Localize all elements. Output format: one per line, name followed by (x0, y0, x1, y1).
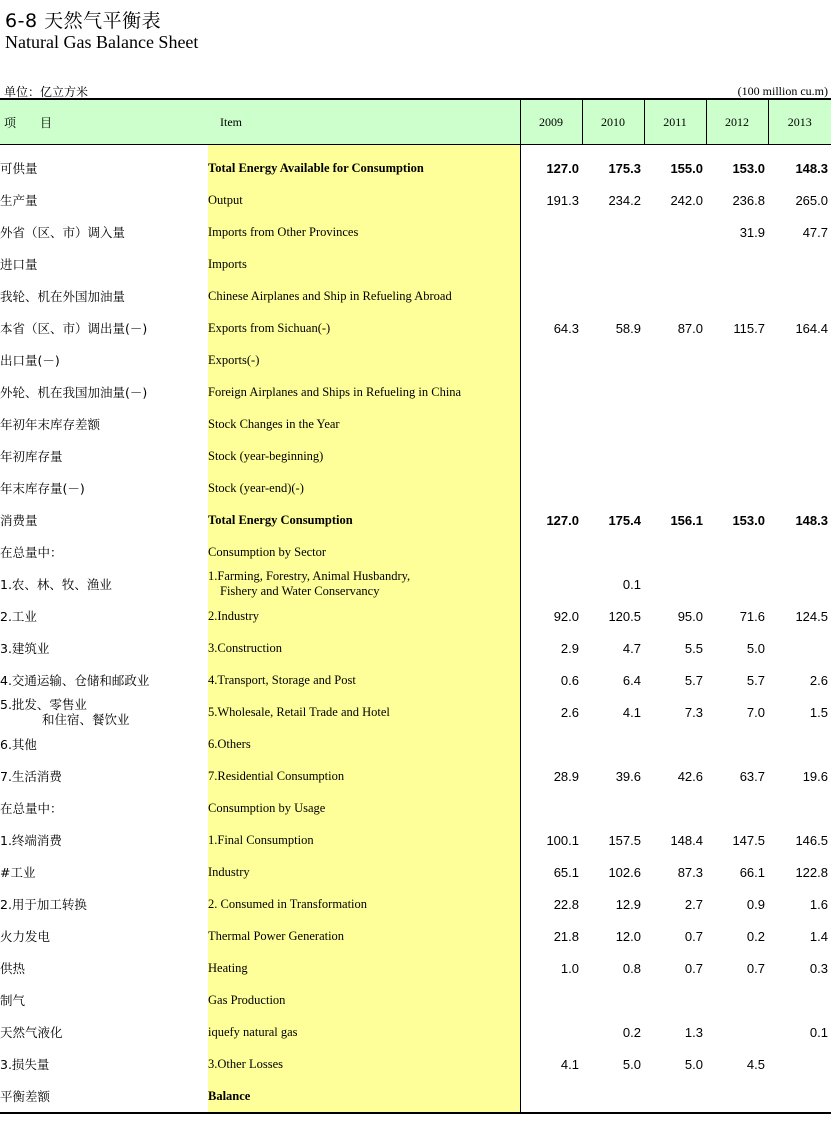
row-label-cn: 6.其他 (0, 737, 37, 752)
value-cell (706, 440, 768, 472)
row-label-en: Imports from Other Provinces (208, 216, 520, 248)
row-label-cn: 可供量 (0, 161, 38, 176)
row-label-cn: 7.生活消费 (0, 769, 62, 784)
row-label-en: 7.Residential Consumption (208, 760, 520, 792)
row-label-cn-line: 5.批发、零售业 (0, 697, 87, 712)
table-title-en: Natural Gas Balance Sheet (5, 32, 199, 52)
value-cell (644, 248, 706, 280)
row-label-cn: 在总量中： (0, 801, 63, 816)
row-label-en: Output (208, 184, 520, 216)
value-cell: 148.3 (795, 160, 828, 176)
value-cell (706, 568, 768, 600)
value-cell (520, 344, 582, 376)
value-cell (644, 728, 706, 760)
row-label-cn: 外轮、机在我国加油量(－) (0, 385, 148, 400)
value-cell: 2.6 (809, 672, 828, 688)
value-cell (768, 792, 831, 824)
value-cell (706, 1080, 768, 1113)
value-cell: 122.8 (795, 864, 828, 880)
value-cell: 31.9 (739, 224, 765, 240)
table-row (0, 1048, 831, 1080)
table-row (0, 792, 831, 824)
value-cell (706, 728, 768, 760)
value-cell: 5.7 (684, 672, 703, 688)
value-cell (706, 280, 768, 312)
value-cell (768, 568, 831, 600)
value-cell: 5.0 (684, 1056, 703, 1072)
row-label-en: Consumption by Usage (208, 792, 520, 824)
row-label-en: Imports (208, 248, 520, 280)
table-row (0, 248, 831, 280)
row-label-cn: 本省（区、市）调出量(－) (0, 321, 148, 336)
value-cell: 146.5 (795, 832, 828, 848)
table-row (0, 1080, 831, 1113)
value-cell (582, 376, 644, 408)
value-cell (768, 632, 831, 664)
value-cell: 156.1 (670, 512, 703, 528)
value-cell (706, 344, 768, 376)
value-cell: 42.6 (677, 768, 703, 784)
value-cell (582, 728, 644, 760)
value-cell (582, 248, 644, 280)
value-cell: 0.9 (746, 896, 765, 912)
row-label-en: Total Energy Available for Consumption (208, 152, 520, 184)
value-cell: 153.0 (732, 512, 765, 528)
value-cell: 124.5 (795, 608, 828, 624)
row-label-en: 6.Others (208, 728, 520, 760)
value-cell: 234.2 (608, 192, 641, 208)
value-cell (644, 1080, 706, 1113)
table-row (0, 632, 831, 664)
unit-label-cn: 单位：亿立方米 (4, 85, 89, 99)
value-cell: 2.7 (684, 896, 703, 912)
value-cell: 65.1 (553, 864, 579, 880)
table-row (0, 920, 831, 952)
value-cell: 1.0 (560, 960, 579, 976)
value-cell (582, 408, 644, 440)
value-cell (582, 344, 644, 376)
value-cell (520, 728, 582, 760)
value-cell: 153.0 (732, 160, 765, 176)
row-label-cn: #工业 (0, 865, 36, 880)
table-row (0, 696, 831, 728)
row-label-en: 4.Transport, Storage and Post (208, 664, 520, 696)
value-cell (520, 984, 582, 1016)
value-cell: 191.3 (546, 192, 579, 208)
value-cell: 22.8 (553, 896, 579, 912)
row-label-cn: 制气 (0, 993, 26, 1008)
row-label-en: Exports(-) (208, 344, 520, 376)
value-cell (768, 376, 831, 408)
value-cell: 0.1 (809, 1024, 828, 1040)
row-label-en: 2. Consumed in Transformation (208, 888, 520, 920)
row-label-cn: 外省（区、市）调入量 (0, 225, 126, 240)
row-label-en: Stock (year-end)(-) (208, 472, 520, 504)
value-cell (644, 376, 706, 408)
table-row (0, 504, 831, 536)
row-label-en-line: Fishery and Water Conservancy (220, 584, 380, 598)
table-row (0, 760, 831, 792)
value-cell: 1.5 (809, 704, 828, 720)
value-cell (582, 792, 644, 824)
row-label-cn: 出口量(－) (0, 353, 60, 368)
value-cell: 120.5 (608, 608, 641, 624)
table-row (0, 440, 831, 472)
row-label-en: Chinese Airplanes and Ship in Refueling Abroad (208, 280, 520, 312)
value-cell: 58.9 (615, 320, 641, 336)
row-label-en: 3.Other Losses (208, 1048, 520, 1080)
row-label-cn: 3.损失量 (0, 1057, 50, 1072)
value-cell: 147.5 (732, 832, 765, 848)
value-cell (582, 536, 644, 568)
row-label-en: Foreign Airplanes and Ships in Refueling in China (208, 376, 520, 408)
value-cell (520, 280, 582, 312)
value-cell: 5.7 (746, 672, 765, 688)
value-cell (520, 216, 582, 248)
table-row (0, 536, 831, 568)
value-cell (706, 408, 768, 440)
value-cell (644, 792, 706, 824)
value-cell (768, 248, 831, 280)
value-cell: 0.2 (746, 928, 765, 944)
value-cell: 39.6 (615, 768, 641, 784)
value-cell: 148.3 (795, 512, 828, 528)
row-label-cn (0, 696, 208, 728)
row-label-cn: 2.用于加工转换 (0, 897, 87, 912)
value-cell: 5.0 (622, 1056, 641, 1072)
row-label-en: Total Energy Consumption (208, 504, 520, 536)
value-cell: 175.3 (608, 160, 641, 176)
table-row (0, 568, 831, 600)
value-cell (582, 1080, 644, 1113)
value-cell (644, 568, 706, 600)
table-row (0, 952, 831, 984)
value-cell: 4.7 (622, 640, 641, 656)
row-label-en: Thermal Power Generation (208, 920, 520, 952)
row-label-en: iquefy natural gas (208, 1016, 520, 1048)
table-row (0, 344, 831, 376)
row-label-cn: 生产量 (0, 193, 38, 208)
table-row (0, 600, 831, 632)
row-label-en: Balance (208, 1080, 520, 1113)
value-cell: 1.4 (809, 928, 828, 944)
value-cell: 92.0 (553, 608, 579, 624)
table-row (0, 280, 831, 312)
value-cell: 155.0 (670, 160, 703, 176)
value-cell: 28.9 (553, 768, 579, 784)
value-cell: 265.0 (795, 192, 828, 208)
header-year: 2013 (768, 99, 831, 145)
value-cell: 2.9 (560, 640, 579, 656)
row-label-cn: 进口量 (0, 257, 38, 272)
value-cell: 87.0 (677, 320, 703, 336)
header-row (0, 99, 831, 145)
row-label-cn: 1.终端消费 (0, 833, 62, 848)
table-row (0, 664, 831, 696)
value-cell (520, 472, 582, 504)
value-cell (582, 216, 644, 248)
value-cell (706, 248, 768, 280)
natural-gas-balance-table (0, 98, 831, 1114)
value-cell (520, 792, 582, 824)
value-cell: 0.7 (684, 928, 703, 944)
value-cell (582, 984, 644, 1016)
value-cell: 175.4 (608, 512, 641, 528)
value-cell (768, 344, 831, 376)
table-row (0, 312, 831, 344)
value-cell (706, 472, 768, 504)
value-cell (520, 440, 582, 472)
value-cell: 127.0 (546, 512, 579, 528)
row-label-cn: 消费量 (0, 513, 38, 528)
value-cell (520, 1080, 582, 1113)
table-row (0, 408, 831, 440)
table-row (0, 888, 831, 920)
value-cell: 115.7 (733, 320, 765, 336)
value-cell: 5.5 (684, 640, 703, 656)
value-cell (644, 344, 706, 376)
value-cell (768, 984, 831, 1016)
value-cell: 127.0 (546, 160, 579, 176)
row-label-en: Consumption by Sector (208, 536, 520, 568)
header-item-cn: 项 目 (0, 99, 208, 145)
row-label-en: Gas Production (208, 984, 520, 1016)
value-cell (582, 440, 644, 472)
value-cell: 4.1 (622, 704, 641, 720)
table-row (0, 728, 831, 760)
row-label-en: 3.Construction (208, 632, 520, 664)
value-cell (644, 440, 706, 472)
value-cell (768, 440, 831, 472)
table-title-cn: 6-8 天然气平衡表 (5, 10, 162, 32)
value-cell: 47.7 (802, 224, 828, 240)
value-cell (644, 408, 706, 440)
row-label-cn: 2.工业 (0, 609, 37, 624)
value-cell (706, 1016, 768, 1048)
row-label-en: 1.Final Consumption (208, 824, 520, 856)
unit-label-en: (100 million cu.m) (737, 84, 828, 98)
table-row (0, 216, 831, 248)
table-row (0, 856, 831, 888)
value-cell: 87.3 (677, 864, 703, 880)
row-label-cn: 平衡差额 (0, 1080, 208, 1113)
value-cell: 7.3 (684, 704, 703, 720)
row-label-cn: 在总量中： (0, 545, 63, 560)
value-cell (644, 216, 706, 248)
value-cell (768, 1048, 831, 1080)
row-label-cn: 天然气液化 (0, 1025, 63, 1040)
value-cell: 95.0 (677, 608, 703, 624)
table-row (0, 472, 831, 504)
table-row (0, 1016, 831, 1048)
value-cell: 0.3 (809, 960, 828, 976)
value-cell (644, 472, 706, 504)
value-cell: 0.6 (560, 672, 579, 688)
value-cell (644, 536, 706, 568)
value-cell (520, 248, 582, 280)
value-cell: 66.1 (739, 864, 765, 880)
table-body (0, 145, 831, 1114)
table-row (0, 152, 831, 184)
value-cell: 0.2 (622, 1024, 641, 1040)
row-label-cn-line: 和住宿、餐饮业 (42, 712, 130, 727)
value-cell: 21.8 (553, 928, 579, 944)
value-cell (582, 280, 644, 312)
value-cell (520, 408, 582, 440)
row-label-en: 5.Wholesale, Retail Trade and Hotel (208, 696, 520, 728)
value-cell: 164.4 (795, 320, 828, 336)
value-cell (644, 280, 706, 312)
row-label-cn: 火力发电 (0, 929, 51, 944)
value-cell: 0.1 (622, 576, 641, 592)
value-cell: 4.1 (560, 1056, 579, 1072)
value-cell (768, 536, 831, 568)
value-cell: 102.6 (608, 864, 641, 880)
value-cell (768, 728, 831, 760)
row-label-cn: 年初库存量 (0, 449, 63, 464)
value-cell (706, 536, 768, 568)
value-cell (706, 984, 768, 1016)
value-cell: 236.8 (732, 192, 765, 208)
value-cell: 0.7 (684, 960, 703, 976)
row-label-en: 2.Industry (208, 600, 520, 632)
row-label-cn: 年初年末库存差额 (0, 417, 101, 432)
row-label-cn: 我轮、机在外国加油量 (0, 289, 126, 304)
row-label-en: Exports from Sichuan(-) (208, 312, 520, 344)
header-year: 2011 (644, 99, 706, 145)
value-cell: 64.3 (553, 320, 579, 336)
row-label-cn: 3.建筑业 (0, 641, 50, 656)
header-item-en: Item (208, 99, 520, 145)
value-cell: 0.7 (746, 960, 765, 976)
value-cell (706, 376, 768, 408)
row-label-cn: 供热 (0, 961, 26, 976)
value-cell: 63.7 (739, 768, 765, 784)
value-cell: 100.1 (546, 832, 579, 848)
row-label-en: Stock Changes in the Year (208, 408, 520, 440)
value-cell: 5.0 (746, 640, 765, 656)
value-cell: 2.6 (560, 704, 579, 720)
row-label-en-line: 1.Farming, Forestry, Animal Husbandry, (208, 569, 411, 583)
value-cell: 0.8 (622, 960, 641, 976)
value-cell (768, 472, 831, 504)
value-cell: 242.0 (670, 192, 703, 208)
value-cell: 19.6 (802, 768, 828, 784)
value-cell: 12.0 (615, 928, 641, 944)
value-cell: 6.4 (622, 672, 641, 688)
value-cell (768, 280, 831, 312)
value-cell (520, 536, 582, 568)
row-label-cn: 1.农、林、牧、渔业 (0, 577, 112, 592)
value-cell (644, 984, 706, 1016)
row-label-en (208, 568, 520, 600)
value-cell: 7.0 (746, 704, 765, 720)
header-year: 2012 (706, 99, 768, 145)
value-cell (520, 1016, 582, 1048)
table-row (0, 824, 831, 856)
row-label-en: Heating (208, 952, 520, 984)
value-cell: 12.9 (615, 896, 641, 912)
header-year: 2009 (520, 99, 582, 145)
spacer-row (0, 145, 831, 153)
value-cell (582, 472, 644, 504)
value-cell (768, 408, 831, 440)
value-cell (768, 1080, 831, 1113)
header-year: 2010 (582, 99, 644, 145)
row-label-cn: 年末库存量(－) (0, 481, 85, 496)
value-cell: 4.5 (746, 1056, 765, 1072)
row-label-en: Industry (208, 856, 520, 888)
value-cell: 71.6 (739, 608, 765, 624)
value-cell: 1.3 (684, 1024, 703, 1040)
row-label-cn: 4.交通运输、仓储和邮政业 (0, 673, 150, 688)
value-cell (706, 792, 768, 824)
value-cell (520, 376, 582, 408)
row-label-en: Stock (year-beginning) (208, 440, 520, 472)
table-row (0, 984, 831, 1016)
table-row (0, 184, 831, 216)
table-row (0, 376, 831, 408)
value-cell: 157.5 (608, 832, 641, 848)
value-cell: 148.4 (670, 832, 703, 848)
value-cell (520, 568, 582, 600)
value-cell: 1.6 (809, 896, 828, 912)
